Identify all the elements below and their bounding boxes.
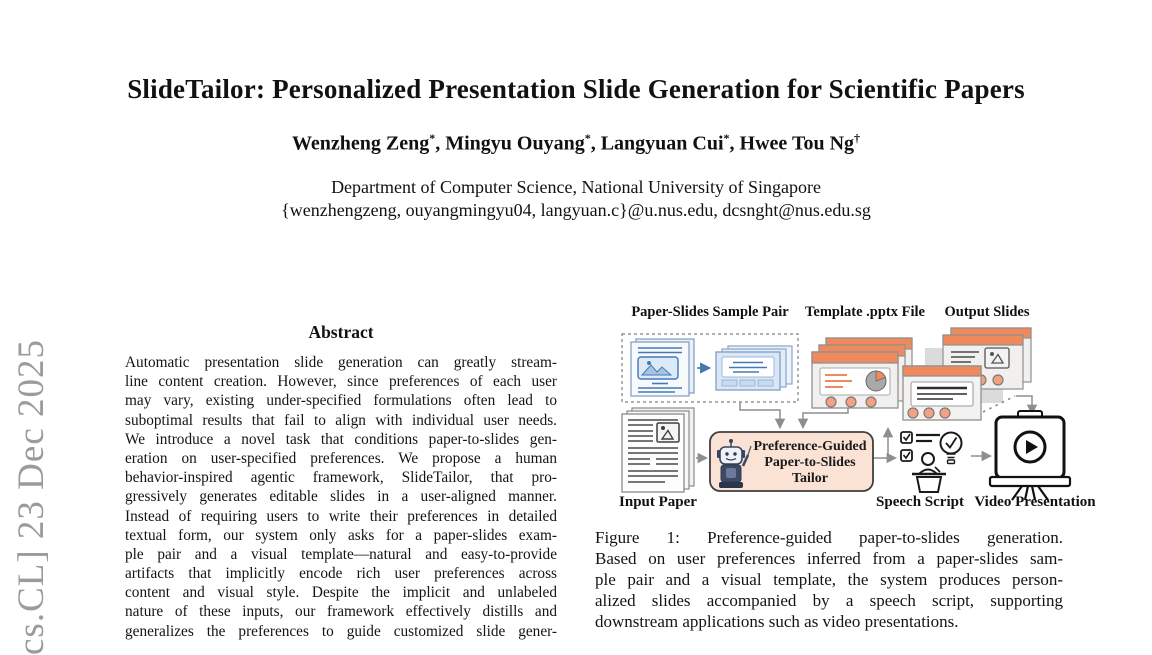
authors-line — [106, 131, 1046, 156]
sample-pair-box — [622, 334, 798, 402]
tailor-box — [710, 432, 873, 491]
abstract-line: ple pair and a visual template—natural and easy-to-provide — [125, 545, 557, 563]
author-name: , Langyuan Cui — [590, 132, 724, 155]
figure-1 — [595, 296, 1110, 524]
author-mark: * — [723, 131, 730, 145]
arxiv-watermark: cs.CL] 23 Dec 2025 — [11, 339, 52, 655]
emails-line: {wenzhengzeng, ouyangmingyu04, langyuan.c}@u.nus.edu, dcsnght@nus.edu.sg — [281, 200, 871, 220]
abstract-line: line content creation. However, since preferences of each user — [125, 373, 557, 391]
caption-line: ple pair and a visual template, the system produces person- — [595, 570, 1063, 589]
figure-caption — [595, 527, 1063, 632]
label-template-pptx-file: Template .pptx File — [805, 304, 925, 320]
video-presentation-icon — [990, 411, 1070, 500]
label-video-presentation: Video Presentation — [974, 494, 1096, 510]
abstract-line: textual form, our system only asks for a paper-slides exam- — [125, 526, 557, 544]
caption-line: Figure 1: Preference-guided paper-to-slides generation. — [595, 528, 1063, 547]
author-name: , Mingyu Ouyang — [435, 132, 585, 155]
affiliation: Department of Computer Science, National University of Singapore — [331, 177, 821, 197]
speech-script-icon — [901, 432, 962, 492]
page-title: SlideTailor: Personalized Presentation Slide Generation for Scientific Papers — [127, 74, 1025, 104]
author-name: , Hwee Tou Ng — [729, 132, 855, 155]
label-paper-slides-sample-pair: Paper-Slides Sample Pair — [631, 304, 789, 320]
abstract-line: nature of these inputs, our framework effectively distills and — [125, 603, 557, 621]
template-pptx-icon — [812, 338, 912, 408]
author-mark: * — [584, 131, 591, 145]
abstract-line: Automatic presentation slide generation can greatly stream- — [125, 354, 557, 371]
tailor-box-line: Preference-Guided — [753, 439, 867, 454]
sample-paper-icon — [631, 339, 694, 396]
abstract-line: may vary, existing under-specified formulations often lead to — [125, 392, 557, 410]
abstract-line: content and visual style. Despite the implicit and unlabeled — [125, 584, 557, 602]
author-mark: * — [429, 131, 436, 145]
abstract-heading: Abstract — [308, 322, 374, 342]
label-output-slides: Output Slides — [944, 304, 1030, 320]
caption-line: downstream applications such as video presentations. — [595, 612, 959, 631]
author-mark: † — [854, 131, 861, 145]
abstract-line: gressively generates editable slides in a user-aligned manner. — [125, 488, 557, 506]
abstract-line: generalizes the preferences to guide customized slide gener- — [125, 622, 557, 640]
caption-line: alized slides accompanied by a speech script, supporting — [595, 591, 1063, 610]
sample-slides-stack-icon — [716, 346, 792, 390]
author-name: Wenzheng Zeng — [291, 132, 430, 155]
output-slides-icon — [903, 328, 1031, 420]
abstract-line: artifacts that implicitly encode rich user preferences across — [125, 565, 557, 583]
label-speech-script: Speech Script — [876, 494, 964, 510]
pie-chart-icon — [866, 371, 886, 391]
tailor-box-line: Paper-to-Slides — [764, 455, 856, 470]
abstract-line: We introduce a novel task that conditions paper-to-slides gen- — [125, 430, 557, 448]
abstract-body — [125, 353, 557, 641]
abstract-line: suboptimal results that fail to align with individual user needs. — [125, 411, 557, 429]
caption-line: Based on user preferences inferred from a paper-slides sam- — [595, 549, 1063, 568]
abstract-line: eration on user-specified preferences. We propose a human — [125, 449, 557, 467]
abstract-line: behavior-inspired agentic framework, SlideTailor, that pro- — [125, 469, 557, 487]
input-paper-icon — [622, 408, 694, 492]
connector-template-to-tailor — [803, 408, 848, 427]
abstract-line: Instead of requiring users to write their preferences in detailed — [125, 507, 557, 525]
tailor-box-line: Tailor — [791, 471, 829, 486]
connector-sample-to-tailor — [740, 402, 780, 427]
label-input-paper: Input Paper — [619, 494, 697, 510]
